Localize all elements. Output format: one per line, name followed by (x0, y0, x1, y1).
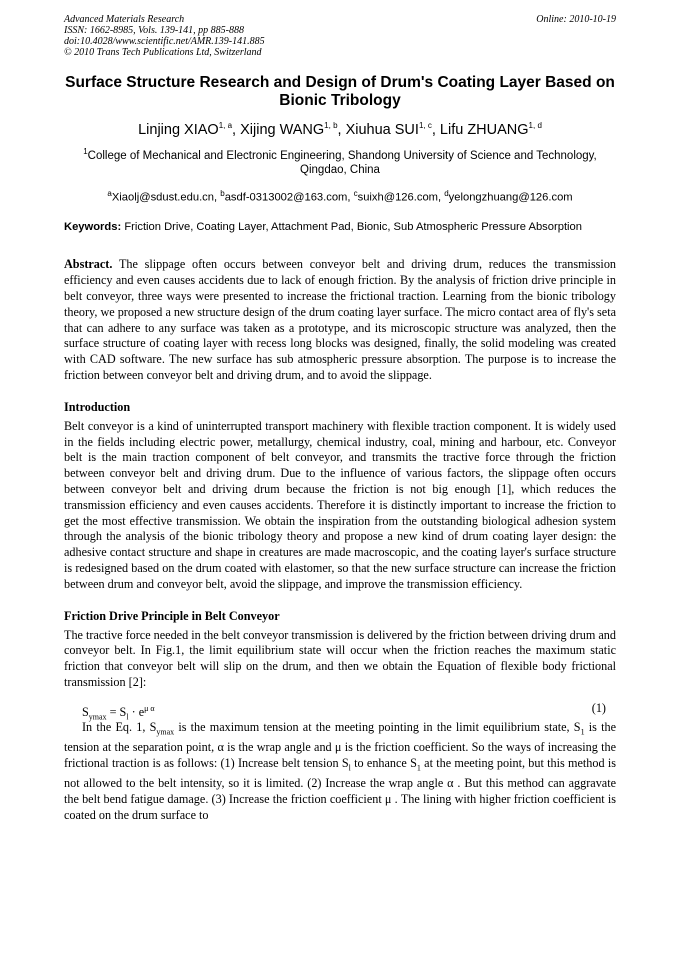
author-name: Linjing XIAO (138, 121, 219, 138)
section-heading-introduction: Introduction (64, 399, 131, 414)
text-run: is the maximum tension at the meeting pointing in the limit equilibrium state, S (174, 719, 581, 734)
email-link[interactable]: suixh@126.com (357, 191, 438, 204)
equation-body (82, 700, 155, 726)
email-list: $^a$Xiaolj@sdust.edu.cn, $^b$asdf-0313002@163.com, $^c$suixh@126.com, $^d$yelongzhuang@126.com (107, 188, 573, 204)
eq-subscript: ymax (88, 712, 107, 722)
keywords (64, 220, 616, 234)
email-link[interactable]: yelongzhuang@126.com (448, 191, 573, 204)
email-link[interactable]: Xiaolj@sdust.edu.cn (111, 191, 215, 204)
equation-number: (1) (591, 700, 606, 715)
text-subscript: ymax (156, 727, 175, 737)
doi-line: doi:10.4028/www.scientific.net/AMR.139-141.885 (64, 36, 265, 47)
author-name: Lifu ZHUANG (439, 121, 529, 138)
eq-superscript: μ α (144, 703, 155, 713)
keywords-text: Friction Drive, Coating Layer, Attachment Pad, Bionic, Sub Atmospheric Pressure Absorption (124, 221, 582, 234)
email-mark: c (353, 188, 358, 198)
author-name: Xijing WANG (240, 121, 325, 138)
friction-text: The tractive force needed in the belt conveyor transmission is delivered by the friction between driving drum and conveyor belt. In Fig.1, the limit equilibrium state will occur when the friction reaches the maximum static friction that conveyor belt will slip on the drum, and then we obtain the Equation of flexible body frictional transmission [2]: (64, 627, 616, 689)
equation-explanation (64, 720, 616, 824)
text-subscript: 1 (580, 727, 585, 737)
abstract (64, 257, 616, 383)
email-link[interactable]: asdf-0313002@163.com (224, 191, 348, 204)
text-run: at the meeting point, but this method is not allowed to the belt intensity, so it is limited. (2) Increase the wrap angle α . But this method can aggravate the belt bend fatigue damage. (3) Increase the friction coefficient μ . The lining with higher friction coefficient is coated on the drum surface to (64, 755, 616, 822)
email-mark: d (444, 188, 449, 198)
email-mark: b (220, 188, 225, 198)
introduction-text: Belt conveyor is a kind of uninterrupted transport machinery with flexible traction component. It is widely used in the fields including electric power, metallurgy, chemical industry, coal, mining and harbour, etc. Conveyor belt is the main traction component of belt conveyor, and transmits the tractive force through the friction between conveyor belt and driving drum. Due to the influence of various factors, the slippage often occurs between conveyor belt and driving drum because the friction is not big enough [1], which reduces the transmission efficiency and even causes accidents. Therefore it is distinctly important to increase the friction to get the most effective transmission. We obtain the inspiration from the outstanding biological adhesion system through the analysis of the bionic tribology theory and propose a new kind of drum coating layer design: the adhesive contact structure and shape in creatures are made macroscopic, and the coating layer's surface structure is redesigned based on the drum coated with elastomer, so that the new surface structure can increase the friction between drum and conveyor belt, avoid the slippage, and improve the transmission efficiency. (64, 418, 616, 591)
author-list: Linjing XIAO$^{1, a}$, Xijing WANG$^{1, b}$, Xiuhua SUI$^{1, c}$, Lifu ZHUANG$^{1, d}$ (138, 121, 542, 138)
journal-header (64, 14, 616, 58)
issn-line: ISSN: 1662-8985, Vols. 139-141, pp 885-888 (64, 25, 244, 36)
text-run: In the Eq. 1, S (82, 719, 157, 734)
paper-page (64, 14, 616, 823)
copyright-line: © 2010 Trans Tech Publications Ltd, Switzerland (64, 47, 262, 58)
abstract-label: Abstract. (64, 257, 113, 272)
keywords-label: Keywords: (64, 221, 122, 234)
abstract-text: The slippage often occurs between conveyor belt and driving drum, reduces the transmission efficiency and even causes accidents due to lack of enough friction. By the analysis of friction drive principle in belt conveyor, three ways were presented to increase the frictional traction. Learning from the bionic tribology theory, we proposed a new structure design of the drum coating layer surface. The micro contact area of fly's seta that can adhere to any surface was taken as a prototype, and its microscopic structure was analyzed, then the surface structure of coating layer with recess long blocks was designed, finally, the solid modeling was created with CAD software. The new surface has sub atmospheric pressure absorption. The purpose is to increase the friction between conveyor belt and driving drum, and to avoid the slippage. (64, 257, 617, 382)
affiliation (64, 145, 616, 177)
text-run: is the tension at the separation point, α is the wrap angle and μ is the friction coefficient. So the ways of increasing the frictional traction is as follows: (1) Increase belt tension S (64, 719, 616, 770)
eq-symbol: · e (128, 704, 145, 719)
equation-1 (64, 700, 616, 722)
author-affil-mark: 1, a (218, 121, 233, 130)
text-subscript: 1 (416, 763, 421, 773)
paper-title: Surface Structure Research and Design of Drum's Coating Layer Based on Bionic Tribology (65, 74, 615, 109)
section-heading-friction: Friction Drive Principle in Belt Conveyor (64, 608, 280, 623)
author-affil-mark: 1, d (528, 121, 542, 130)
eq-symbol: S (82, 704, 89, 719)
email-mark: a (107, 188, 112, 198)
author-affil-mark: 1, b (324, 121, 338, 130)
online-date: Online: 2010-10-19 (536, 14, 616, 25)
eq-symbol: = S (106, 704, 127, 719)
text-run: to enhance S (350, 755, 417, 770)
author-name: Xiuhua SUI (345, 121, 419, 138)
text-subscript: l (348, 763, 351, 773)
affiliation-mark: 1 (83, 146, 88, 156)
journal-name: Advanced Materials Research (64, 14, 185, 25)
affiliation-text: College of Mechanical and Electronic Engineering, Shandong University of Science and Technology, Qingdao, China (87, 149, 597, 176)
eq-subscript: l (126, 712, 129, 722)
author-affil-mark: 1, c (418, 121, 432, 130)
